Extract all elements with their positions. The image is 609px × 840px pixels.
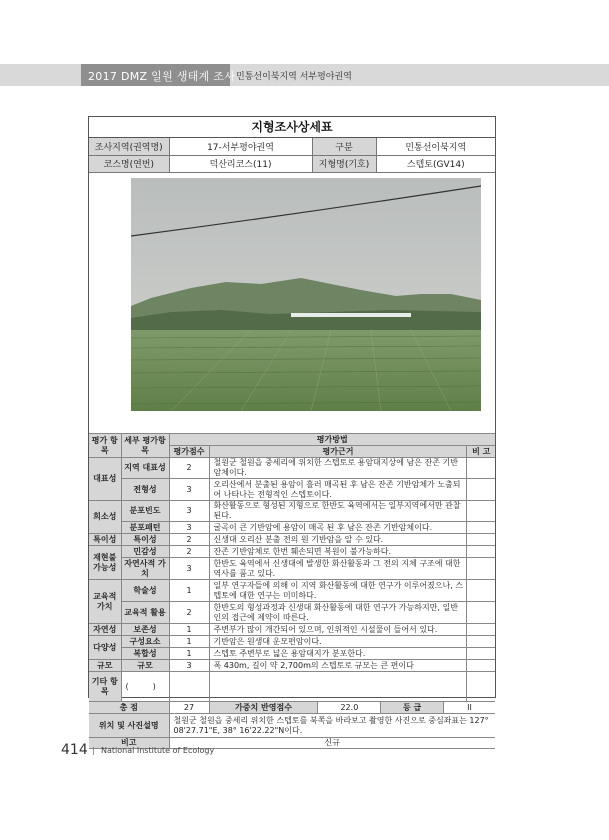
basis-cell — [209, 672, 467, 702]
sub-item-cell: 교육적 활용 — [121, 602, 169, 624]
grade-value: II — [467, 702, 472, 712]
score-cell: 2 — [169, 602, 209, 624]
page-number: 414 — [61, 742, 88, 758]
note-cell — [467, 624, 495, 636]
sub-item-cell: 구성요소 — [121, 636, 169, 648]
category-cell: 대표성 — [89, 458, 121, 501]
remark-label: 비고 — [89, 738, 169, 749]
score-cell: 3 — [169, 558, 209, 580]
sub-item-cell: 보존성 — [121, 624, 169, 636]
header-score: 평가점수 — [169, 446, 209, 458]
score-cell — [169, 672, 209, 702]
note-cell — [467, 672, 495, 702]
score-cell: 3 — [169, 501, 209, 522]
header-sub-item: 세부 평가항목 — [121, 434, 169, 458]
running-header-title: 2017 DMZ 일원 생태계 조사 — [88, 70, 236, 83]
basis-cell: 철원군 철원읍 중세리에 위치한 스텝토로 용암대지상에 남은 잔존 기반암체이다. — [209, 458, 467, 479]
photo-desc: 철원군 철원읍 중세리 위치한 스텝토를 북쪽을 바라보고 촬영한 사진으로 중심좌표는 127° 08'27.71"E, 38° 16'22.22"N이다. — [169, 714, 495, 738]
note-cell — [467, 522, 495, 534]
sub-item-cell: 학술성 — [121, 580, 169, 602]
score-cell: 2 — [169, 534, 209, 546]
category-cell: 다양성 — [89, 636, 121, 660]
note-cell — [467, 558, 495, 580]
note-cell — [467, 636, 495, 648]
score-cell: 3 — [169, 479, 209, 501]
basis-cell: 굴곡이 큰 기반암에 용암이 매곡 된 후 남은 잔존 기반암체이다. — [209, 522, 467, 534]
basis-cell: 스텝토 주변부로 넓은 용암대지가 분포한다. — [209, 648, 467, 660]
note-cell — [467, 458, 495, 479]
sub-item-cell: 전형성 — [121, 479, 169, 501]
score-cell: 1 — [169, 580, 209, 602]
note-cell — [467, 479, 495, 501]
sub-item-cell: 자연사적 가치 — [121, 558, 169, 580]
photo-desc-label: 위치 및 사진설명 — [89, 714, 169, 738]
score-cell: 3 — [169, 660, 209, 672]
course-label: 코스명(연번) — [89, 155, 169, 172]
region-value: 17-서부평야권역 — [169, 138, 312, 155]
sub-item-cell: ( ) — [121, 672, 169, 702]
division-label: 구분 — [312, 138, 376, 155]
note-cell — [467, 648, 495, 660]
landform-value: 스텝토(GV14) — [376, 155, 495, 172]
sub-item-cell: 분포빈도 — [121, 501, 169, 522]
total-value: 27 — [169, 702, 209, 714]
basis-cell: 오리산에서 분출된 용암이 흘러 매곡된 후 남은 잔존 기반암체가 노출되어 나타나는 전형적인 스텝토이다. — [209, 479, 467, 501]
basis-cell: 한반도 육역에서 신생대에 발생한 화산활동과 그 전의 지체 구조에 대한 역사를 품고 있다. — [209, 558, 467, 580]
category-cell: 자연성 — [89, 624, 121, 636]
score-cell: 1 — [169, 624, 209, 636]
score-cell: 2 — [169, 546, 209, 558]
sheet-title: 지형조사상세표 — [89, 117, 495, 138]
total-label: 총 점 — [89, 702, 169, 714]
category-cell: 재현불 가능성 — [89, 546, 121, 580]
basis-cell: 화산활동으로 형성된 지형으로 한반도 육역에서는 일부지역에서만 관찰된다. — [209, 501, 467, 522]
sub-item-cell: 복합성 — [121, 648, 169, 660]
basis-cell: 일부 연구자들에 의해 이 지역 화산활동에 대한 연구가 이루어졌으나, 스텝토에 대한 연구는 미미하다. — [209, 580, 467, 602]
region-label: 조사지역(권역명) — [89, 138, 169, 155]
basis-cell: 폭 430m, 길이 약 2,700m의 스텝토로 규모는 큰 편이다 — [209, 660, 467, 672]
note-cell — [467, 546, 495, 558]
note-cell — [467, 602, 495, 624]
score-cell: 2 — [169, 458, 209, 479]
category-cell: 규모 — [89, 660, 121, 672]
category-cell: 교육적 가치 — [89, 580, 121, 624]
course-value: 덕산리코스(11) — [169, 155, 312, 172]
score-cell: 1 — [169, 636, 209, 648]
weighted-value: 22.0 — [318, 702, 381, 713]
score-cell: 1 — [169, 648, 209, 660]
basis-cell: 한반도의 형성과정과 신생대 화산활동에 대한 연구가 가능하지만, 일반인의 접근에 제약이 따른다. — [209, 602, 467, 624]
survey-sheet — [88, 116, 496, 747]
note-cell — [467, 660, 495, 672]
footer-institute: National Institute of Ecology — [101, 746, 215, 755]
category-cell: 기타 항목 — [89, 672, 121, 702]
score-cell: 3 — [169, 522, 209, 534]
header-item: 평가 항목 — [89, 434, 121, 458]
sub-item-cell: 지역 대표성 — [121, 458, 169, 479]
sub-item-cell: 분포패턴 — [121, 522, 169, 534]
header-basis: 평가근거 — [209, 446, 467, 458]
weighted-label: 가중치 반영점수 — [210, 702, 318, 713]
grade-label: 등 급 — [381, 702, 444, 713]
landscape-photo — [131, 178, 481, 411]
basis-cell: 신생대 오리산 분출 전의 원 기반암을 알 수 있다. — [209, 534, 467, 546]
category-cell: 희소성 — [89, 501, 121, 534]
remark-value: 신규 — [169, 738, 495, 749]
note-cell — [467, 501, 495, 522]
note-cell — [467, 534, 495, 546]
sub-item-cell: 민감성 — [121, 546, 169, 558]
sub-item-cell: 규모 — [121, 660, 169, 672]
basis-cell: 잔존 기반암체로 한번 훼손되면 복원이 불가능하다. — [209, 546, 467, 558]
header-note: 비 고 — [467, 446, 495, 458]
category-cell: 특이성 — [89, 534, 121, 546]
header-method: 평가방법 — [169, 434, 495, 446]
basis-cell: 기반암은 원생대 운모편암이다. — [209, 636, 467, 648]
landform-label: 지형명(기호) — [312, 155, 376, 172]
note-cell — [467, 580, 495, 602]
basis-cell: 주변부가 많이 개간되어 있으며, 인위적인 시설물이 들어서 있다. — [209, 624, 467, 636]
footer-separator: | — [92, 746, 95, 755]
running-header-subtitle: 민통선이북지역 서부평야권역 — [236, 72, 352, 82]
evaluation-table — [89, 433, 495, 749]
sub-item-cell: 특이성 — [121, 534, 169, 546]
info-table — [89, 138, 495, 173]
division-value: 민통선이북지역 — [376, 138, 495, 155]
